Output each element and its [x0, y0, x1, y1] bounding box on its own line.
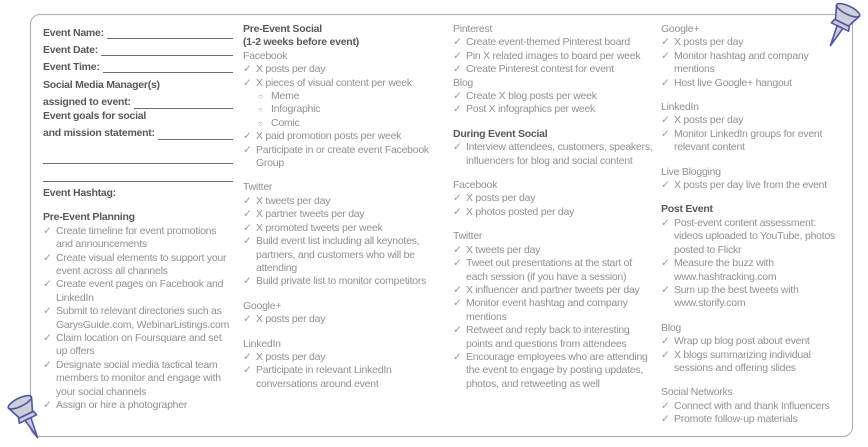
bullet-icon: ○ [258, 92, 263, 102]
checklist-item [661, 400, 844, 413]
sub-bullet-item [243, 103, 445, 116]
checklist-item-label: Assign or hire a photographer [56, 399, 188, 412]
section-heading: Pre-Event Planning [43, 211, 135, 224]
platform-heading: Facebook [243, 49, 288, 62]
spacer [661, 311, 844, 322]
checklist-item-label: X influencer and partner tweets per day [466, 283, 640, 296]
platform-heading: Twitter [453, 230, 483, 243]
checklist-item-label: Participate in relevant LinkedIn conversations around event [256, 364, 392, 390]
platform-heading: Social Networks [661, 386, 733, 399]
column-4 [661, 23, 844, 430]
check-icon: ✓ [453, 63, 462, 76]
form-field-label: Event Name: [43, 26, 104, 39]
section-heading: Pre-Event Social [243, 23, 322, 35]
check-icon: ✓ [453, 103, 462, 116]
checklist-item [453, 50, 655, 63]
check-icon: ✓ [243, 194, 252, 207]
check-icon: ✓ [243, 208, 252, 221]
checklist-item-label: X posts per day [674, 114, 744, 127]
form-field [43, 40, 233, 57]
spacer [453, 219, 655, 230]
checklist-item-label: Monitor hashtag and company mentions [674, 49, 809, 76]
check-icon: ✓ [243, 76, 252, 89]
check-icon: ✓ [243, 143, 252, 156]
checklist-item-label: Retweet and reply back to interesting points and questions from attendees [466, 324, 630, 350]
form-field-label: Event Date: [43, 43, 99, 56]
checklist-item [661, 128, 844, 155]
check-icon: ✓ [453, 324, 462, 337]
fill-in-line [158, 139, 233, 140]
check-icon: ✓ [661, 179, 670, 192]
check-icon: ✓ [661, 216, 670, 229]
checklist-item-label: Interview attendees, customers, speakers, influencers for blog and social content [466, 141, 653, 167]
check-icon: ✓ [43, 305, 52, 318]
checklist-item-label: Tweet out presentations at the start of each session (if you have a session) [466, 257, 632, 283]
platform-heading: Twitter [243, 181, 273, 194]
check-icon: ✓ [661, 283, 670, 296]
column-2 [243, 23, 453, 430]
checklist-item-label: X partner tweets per day [256, 208, 365, 221]
check-icon: ✓ [453, 192, 462, 205]
form-field-label: Event Time: [43, 60, 100, 73]
check-icon: ✓ [243, 235, 252, 248]
check-icon: ✓ [43, 224, 52, 237]
check-icon: ✓ [453, 205, 462, 218]
column-1 [43, 23, 243, 430]
checklist-item-label: Create X blog posts per week [466, 90, 597, 103]
fill-in-line [134, 108, 233, 109]
section-heading: (1-2 weeks before event) [243, 36, 359, 49]
checklist-item-label: X posts per day [256, 350, 326, 363]
sub-bullet-label: Meme [271, 90, 300, 103]
checklist-item [243, 130, 445, 143]
check-icon: ✓ [661, 49, 670, 62]
check-icon: ✓ [43, 332, 52, 345]
checklist-item [453, 324, 655, 351]
form-field-label: Social Media Manager(s) [43, 79, 160, 91]
check-icon: ✓ [43, 251, 52, 264]
checklist-item-label: X paid promotion posts per week [256, 130, 402, 143]
section-heading: Post Event [661, 203, 713, 216]
check-icon: ✓ [243, 221, 252, 234]
check-icon: ✓ [661, 36, 670, 49]
checklist-item-label: Create Pinterest contest for event [466, 63, 614, 76]
checklist-item [243, 313, 445, 326]
checklist-item [661, 335, 844, 348]
sub-bullet-label: Comic [271, 116, 300, 129]
checklist-item-label: X blogs summarizing individual sessions and offering slides [674, 348, 811, 374]
checklist-item [43, 225, 233, 252]
checklist-item-label: X tweets per day [466, 243, 541, 256]
platform-heading: Facebook [453, 179, 498, 192]
check-icon: ✓ [453, 141, 462, 154]
checklist-item-label: Build event list including all keynotes, partners, and customers who will be attending [256, 235, 420, 274]
checklist-item [661, 413, 844, 426]
fill-in-line [43, 146, 233, 164]
fill-in-line [103, 72, 233, 73]
checklist-item-label: X posts per day [256, 313, 326, 326]
checklist-item [453, 36, 655, 49]
checklist-item [453, 141, 655, 168]
check-icon: ✓ [661, 127, 670, 140]
checklist-item-label: Monitor event hashtag and company mentions [466, 297, 628, 323]
checklist-item [243, 275, 445, 288]
sub-bullet-item [243, 90, 445, 103]
checklist-item-label: Create event-themed Pinterest board [466, 36, 631, 49]
checklist-item-label: Host live Google+ hangout [674, 76, 792, 89]
checklist-item-label: X posts per day [674, 36, 744, 49]
checklist-item [43, 278, 233, 305]
checklist-item-label: Monitor LinkedIn groups for event relevant content [674, 127, 823, 154]
checklist-item [453, 351, 655, 391]
checklist-item-label: Create visual elements to support your event across all channels [56, 251, 227, 278]
checklist-item [453, 257, 655, 284]
check-icon: ✓ [661, 76, 670, 89]
checklist-card [30, 14, 853, 437]
checklist-item [243, 222, 445, 235]
checklist-item-label: X pieces of visual content per week [256, 76, 412, 89]
platform-heading: Google+ [661, 23, 700, 35]
form-field-label: and mission statement: [43, 127, 155, 140]
checklist-item [661, 217, 844, 257]
checklist-item-label: Wrap up blog post about event [674, 335, 810, 348]
spacer [661, 192, 844, 203]
checklist-item [661, 179, 844, 192]
checklist-item [243, 235, 445, 275]
form-field [43, 23, 233, 40]
checklist-item-label: Build private list to monitor competitors [256, 275, 427, 288]
check-icon: ✓ [243, 364, 252, 377]
checklist-item-label: X promoted tweets per week [256, 221, 383, 234]
form-field-label: Event goals for social [43, 109, 147, 122]
spacer [243, 170, 445, 181]
spacer [243, 289, 445, 300]
spacer [243, 327, 445, 338]
spacer [661, 375, 844, 386]
checklist-item-label: Participate in or create event Facebook Group [256, 143, 429, 170]
checklist-item-label: Sum up the best tweets with www.storify.com [674, 283, 799, 310]
checklist-item [661, 77, 844, 90]
checklist-item [453, 192, 655, 205]
checklist-item [243, 144, 445, 171]
checklist-item [243, 364, 445, 391]
checklist-item [43, 332, 233, 359]
checklist-item-label: X posts per day live from the event [674, 179, 827, 192]
check-icon: ✓ [453, 49, 462, 62]
sub-bullet-label: Infographic [271, 103, 321, 116]
column-3 [453, 23, 661, 430]
form-field [43, 57, 233, 74]
platform-heading: Google+ [243, 299, 282, 312]
checklist-item [453, 90, 655, 103]
platform-heading: Pinterest [453, 23, 493, 35]
check-icon: ✓ [243, 63, 252, 76]
platform-heading: Blog [661, 321, 682, 334]
check-icon: ✓ [661, 114, 670, 127]
checklist-item [243, 208, 445, 221]
checklist-item [661, 284, 844, 311]
check-icon: ✓ [453, 350, 462, 363]
check-icon: ✓ [661, 257, 670, 270]
checklist-item [243, 63, 445, 76]
checklist-item-label: Pin X related images to board per week [466, 49, 641, 62]
checklist-item [453, 297, 655, 324]
check-icon: ✓ [661, 348, 670, 361]
checklist-item [661, 50, 844, 77]
form-field [43, 93, 233, 110]
form-field [43, 124, 233, 141]
checklist-item-label: Post X infographics per week [466, 103, 595, 116]
check-icon: ✓ [661, 335, 670, 348]
checklist-item-label: X tweets per day [256, 194, 331, 207]
form-field-label: Event Hashtag: [43, 186, 116, 199]
checklist-item-label: Encourage employees who are attending the event to engage by posting updates, photos, and retweeting as well [466, 350, 648, 390]
checklist-item-label: X posts per day [256, 63, 326, 76]
check-icon: ✓ [453, 90, 462, 103]
form-field-label: assigned to event: [43, 96, 131, 109]
checklist-item-label: Create timeline for event promotions and announcements [56, 224, 217, 251]
checklist-item-label: Post-event content assessment: videos uploaded to YouTube, photos posted to Flickr [674, 216, 836, 256]
platform-heading: LinkedIn [661, 101, 699, 114]
checklist-item-label: Promote follow-up materials [674, 413, 798, 426]
checklist-item [243, 351, 445, 364]
checklist-item [43, 252, 233, 279]
bullet-icon: ○ [258, 105, 263, 115]
platform-heading: Live Blogging [661, 165, 721, 178]
checklist-item-label: Submit to relevant directories such as GarysGuide.com, WebinarListings.com [56, 305, 230, 331]
checklist-item [453, 63, 655, 76]
check-icon: ✓ [243, 350, 252, 363]
check-icon: ✓ [243, 130, 252, 143]
spacer [453, 168, 655, 179]
checklist-item-label: Claim location on Foursquare and set up offers [56, 332, 222, 358]
check-icon: ✓ [661, 399, 670, 412]
checklist-item [453, 103, 655, 116]
checklist-item-label: Measure the buzz with www.hashtracking.com [674, 257, 777, 283]
checklist-item [661, 349, 844, 376]
checklist-item [453, 244, 655, 257]
check-icon: ✓ [43, 399, 52, 412]
check-icon: ✓ [43, 278, 52, 291]
bullet-icon: ○ [258, 118, 263, 128]
checklist-item [661, 114, 844, 127]
checklist-item [43, 305, 233, 332]
spacer [661, 155, 844, 166]
check-icon: ✓ [43, 358, 52, 371]
checklist-item [43, 399, 233, 412]
checklist-item [243, 195, 445, 208]
check-icon: ✓ [453, 283, 462, 296]
spacer [661, 90, 844, 101]
checklist-item [453, 284, 655, 297]
fill-in-line [101, 55, 233, 56]
checklist-item [453, 206, 655, 219]
sub-bullet-item [243, 117, 445, 130]
fill-in-line [107, 38, 233, 39]
check-icon: ✓ [453, 297, 462, 310]
checklist-item-label: Designate social media tactical team members to monitor and engage with your social channels [56, 358, 221, 398]
check-icon: ✓ [453, 36, 462, 49]
checklist-item-label: Create event pages on Facebook and LinkedIn [56, 278, 224, 304]
platform-heading: LinkedIn [243, 337, 281, 350]
spacer [453, 117, 655, 128]
check-icon: ✓ [661, 413, 670, 426]
checklist-item-label: X photos posted per day [466, 205, 575, 218]
section-heading: During Event Social [453, 127, 548, 140]
check-icon: ✓ [243, 313, 252, 326]
fill-in-line [43, 164, 233, 182]
checklist-item [43, 359, 233, 399]
spacer [43, 200, 233, 211]
checklist-item-label: Connect with and thank Influencers [674, 399, 830, 412]
platform-heading: Blog [453, 76, 474, 89]
check-icon: ✓ [453, 243, 462, 256]
checklist-item-label: X posts per day [466, 192, 536, 205]
checklist-item [661, 257, 844, 284]
check-icon: ✓ [243, 275, 252, 288]
check-icon: ✓ [453, 257, 462, 270]
checklist-item [243, 77, 445, 90]
